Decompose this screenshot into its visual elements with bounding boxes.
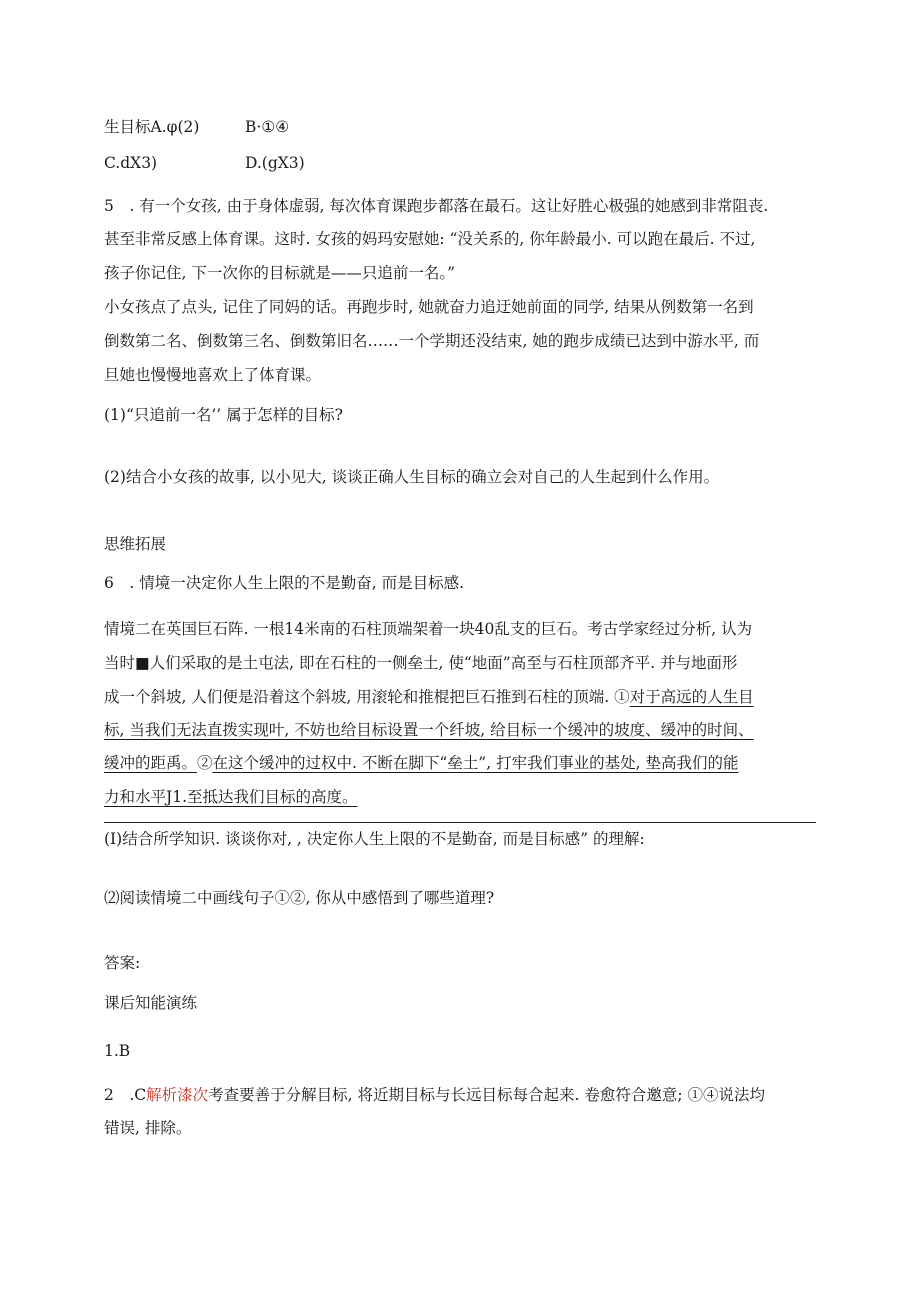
q6-scenario-2-line-3	[104, 686, 754, 708]
q5-subquestion-2: (2)结合小女孩的故事, 以小见大, 谈谈正确人生目标的确立会对自己的人生起到什么作用。	[104, 468, 720, 486]
answers-heading: 答案:	[104, 954, 141, 972]
answer-1: 1.B	[104, 1042, 131, 1060]
q5-line-4: 小女孩点了点头, 记住了同妈的话。再跑步时, 她就奋力追迂她前面的同学, 结果从例数第一名到	[104, 298, 754, 316]
q6-line-1: 6 . 情境一决定你人生上限的不是勤奋, 而是目标感.	[104, 574, 464, 592]
q6-subquestion-1: (I)结合所学知识. 谈谈你对, , 决定你人生上限的不是勤奋, 而是目标感” 的理解:	[104, 830, 645, 848]
q4-option-a	[104, 116, 199, 138]
q4-option-a-prefix: 生目标A.	[104, 118, 167, 136]
q6-scenario-2-line-2: 当时■人们采取的是土屯法, 即在石柱的一侧垒土, 使“地面”高至与石柱顶部齐平. 并与地面形	[104, 654, 738, 672]
q5-line-3: 孩子你记住, 下一次你的目标就是——只追前一名。”	[104, 264, 456, 282]
analysis-label: 解析漆次	[146, 1086, 209, 1104]
underlined-sentence-1-end: 缓冲的距禹。	[104, 754, 198, 772]
answers-section-title: 课后知能演练	[104, 994, 198, 1012]
q5-line-6: 旦她也慢慢地喜欢上了体育课。	[104, 366, 322, 384]
q5-line-2: 甚至非常反感上体育课。这时. 女孩的妈玛安慰她: “没关系的, 你年龄最小. 可以跑在最后. 不过,	[104, 230, 756, 248]
answer-2-line-2: 错误, 排除。	[104, 1119, 192, 1137]
answer-2-explanation: 考查要善于分解目标, 将近期目标与长远目标每合起来. 卷愈符合邀意; ①④说法均	[208, 1086, 766, 1104]
q4-option-d: D.(gX3)	[245, 154, 305, 172]
q5-line-5: 倒数第二名、倒数第三名、倒数第旧名……一个学期还没结束, 她的跑步成绩已达到中游水平, 而	[104, 332, 760, 350]
q6-subquestion-2: ⑵阅读情境二中画线句子①②, 你从中感悟到了哪些道理?	[104, 889, 495, 907]
circled-number-2: ②	[197, 754, 213, 772]
underlined-sentence-2-end: 力和水平J1.至抵达我们目标的高度。	[104, 788, 358, 806]
underlined-sentence-2-start: 在这个缓冲的过权中. 不断在脚下“垒土”, 打牢我们事业的基处, 垫高我们的能	[212, 754, 739, 772]
q6-line-3-plain: 成一个斜坡, 人们便是沿着这个斜坡, 用滚轮和推棍把巨石推到石柱的顶端. ①	[104, 688, 630, 706]
horizontal-divider	[104, 822, 816, 823]
underlined-sentence-1-middle: 标, 当我们无法直拨实现叶, 不妨也给目标设置一个纤坡, 给目标一个缓冲的坡度、缓冲的时间、	[104, 721, 754, 739]
q4-option-a-value: φ(2)	[166, 118, 200, 136]
underlined-sentence-1-start: 对于高远的人生目	[629, 688, 754, 706]
q6-scenario-2-line-1: 情境二在英国巨石阵. 一根14米南的石柱顶端架着一块40乱支的巨石。考古学家经过分析, 认为	[104, 620, 753, 638]
answer-2-line-1	[104, 1084, 765, 1106]
q5-subquestion-1: (1)“只追前一名’’ 属于怎样的目标?	[104, 406, 343, 424]
q4-option-c: C.dX3)	[104, 154, 158, 172]
answer-2-choice: 2 .C	[104, 1086, 147, 1104]
q6-scenario-2-line-5	[104, 752, 738, 774]
section-thinking-heading: 思维拓展	[104, 535, 167, 553]
q5-line-1: 5 . 有一个女孩, 由于身体虚弱, 每次体育课跑步都落在最石。这让好胜心极强的她感到非常阻丧.	[104, 197, 769, 215]
q4-option-b: B·①④	[245, 118, 290, 136]
q6-scenario-2-line-4	[104, 719, 754, 741]
q6-scenario-2-line-6	[104, 786, 358, 808]
